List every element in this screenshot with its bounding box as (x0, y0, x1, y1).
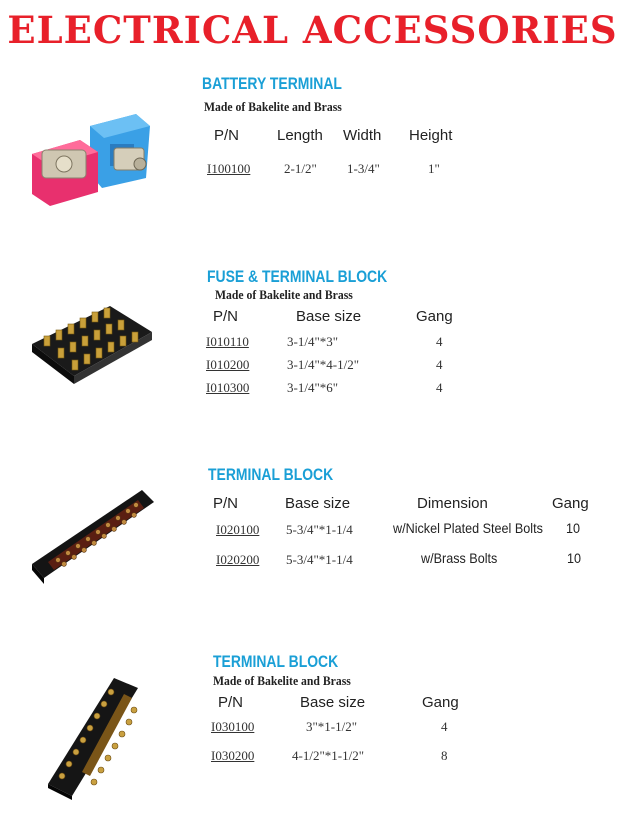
gang-value: 4 (436, 380, 443, 395)
part-number: I010200 (206, 357, 250, 372)
part-number: I020200 (216, 552, 260, 567)
column-header-pn: P/N (213, 495, 239, 512)
column-header-width: Width (343, 127, 382, 144)
gang-value: 10 (567, 550, 582, 566)
base-size-value: 5-3/4"*1-1/4 (286, 522, 353, 537)
base-size-value: 4-1/2"*1-1/2" (292, 748, 364, 763)
part-number: I030100 (211, 719, 255, 734)
base-size-value: 3-1/4"*4-1/2" (287, 357, 359, 372)
dimension-value: w/Brass Bolts (421, 550, 498, 566)
terminal-block-strip-image (42, 672, 152, 800)
base-size-value: 3"*1-1/2" (306, 719, 358, 734)
section-title-terminal-block: TERMINAL BLOCK (213, 652, 339, 671)
section-subtitle: Made of Bakelite and Brass (215, 287, 353, 302)
base-size-value: 3-1/4"*6" (287, 380, 339, 395)
column-header-pn: P/N (213, 308, 239, 325)
gang-value: 8 (441, 748, 448, 763)
column-header-pn: P/N (214, 127, 240, 144)
part-number: I020100 (216, 522, 260, 537)
length-value: 2-1/2" (284, 161, 317, 176)
section-title-battery-terminal: BATTERY TERMINAL (202, 74, 342, 93)
section-title-fuse-terminal-block: FUSE & TERMINAL BLOCK (207, 267, 388, 286)
column-header-gang: Gang (552, 495, 589, 512)
part-number: I010110 (206, 334, 249, 349)
battery-terminal-image (28, 108, 178, 208)
column-header-gang: Gang (422, 694, 459, 711)
column-header-pn: P/N (218, 694, 244, 711)
base-size-value: 3-1/4"*3" (287, 334, 339, 349)
section-subtitle: Made of Bakelite and Brass (213, 673, 351, 688)
section-subtitle: Made of Bakelite and Brass (204, 99, 342, 114)
part-number: I030200 (211, 748, 255, 763)
column-header-dimension: Dimension (417, 495, 488, 512)
part-number: I010300 (206, 380, 250, 395)
column-header-height: Height (409, 127, 453, 144)
terminal-block-image (28, 482, 158, 592)
section-title-terminal-block: TERMINAL BLOCK (208, 465, 334, 484)
part-number: I100100 (207, 161, 251, 176)
gang-value: 4 (441, 719, 448, 734)
height-value: 1" (428, 161, 440, 176)
gang-value: 4 (436, 357, 443, 372)
column-header-gang: Gang (416, 308, 453, 325)
column-header-base-size: Base size (285, 495, 351, 512)
gang-value: 4 (436, 334, 443, 349)
gang-value: 10 (566, 520, 581, 536)
column-header-base-size: Base size (296, 308, 362, 325)
column-header-length: Length (277, 127, 323, 144)
column-header-base-size: Base size (300, 694, 366, 711)
page-title: ELECTRICAL ACCESSORIES (7, 8, 618, 52)
base-size-value: 5-3/4"*1-1/4 (286, 552, 353, 567)
dimension-value: w/Nickel Plated Steel Bolts (393, 520, 543, 536)
fuse-terminal-block-image (30, 286, 155, 386)
width-value: 1-3/4" (347, 161, 380, 176)
